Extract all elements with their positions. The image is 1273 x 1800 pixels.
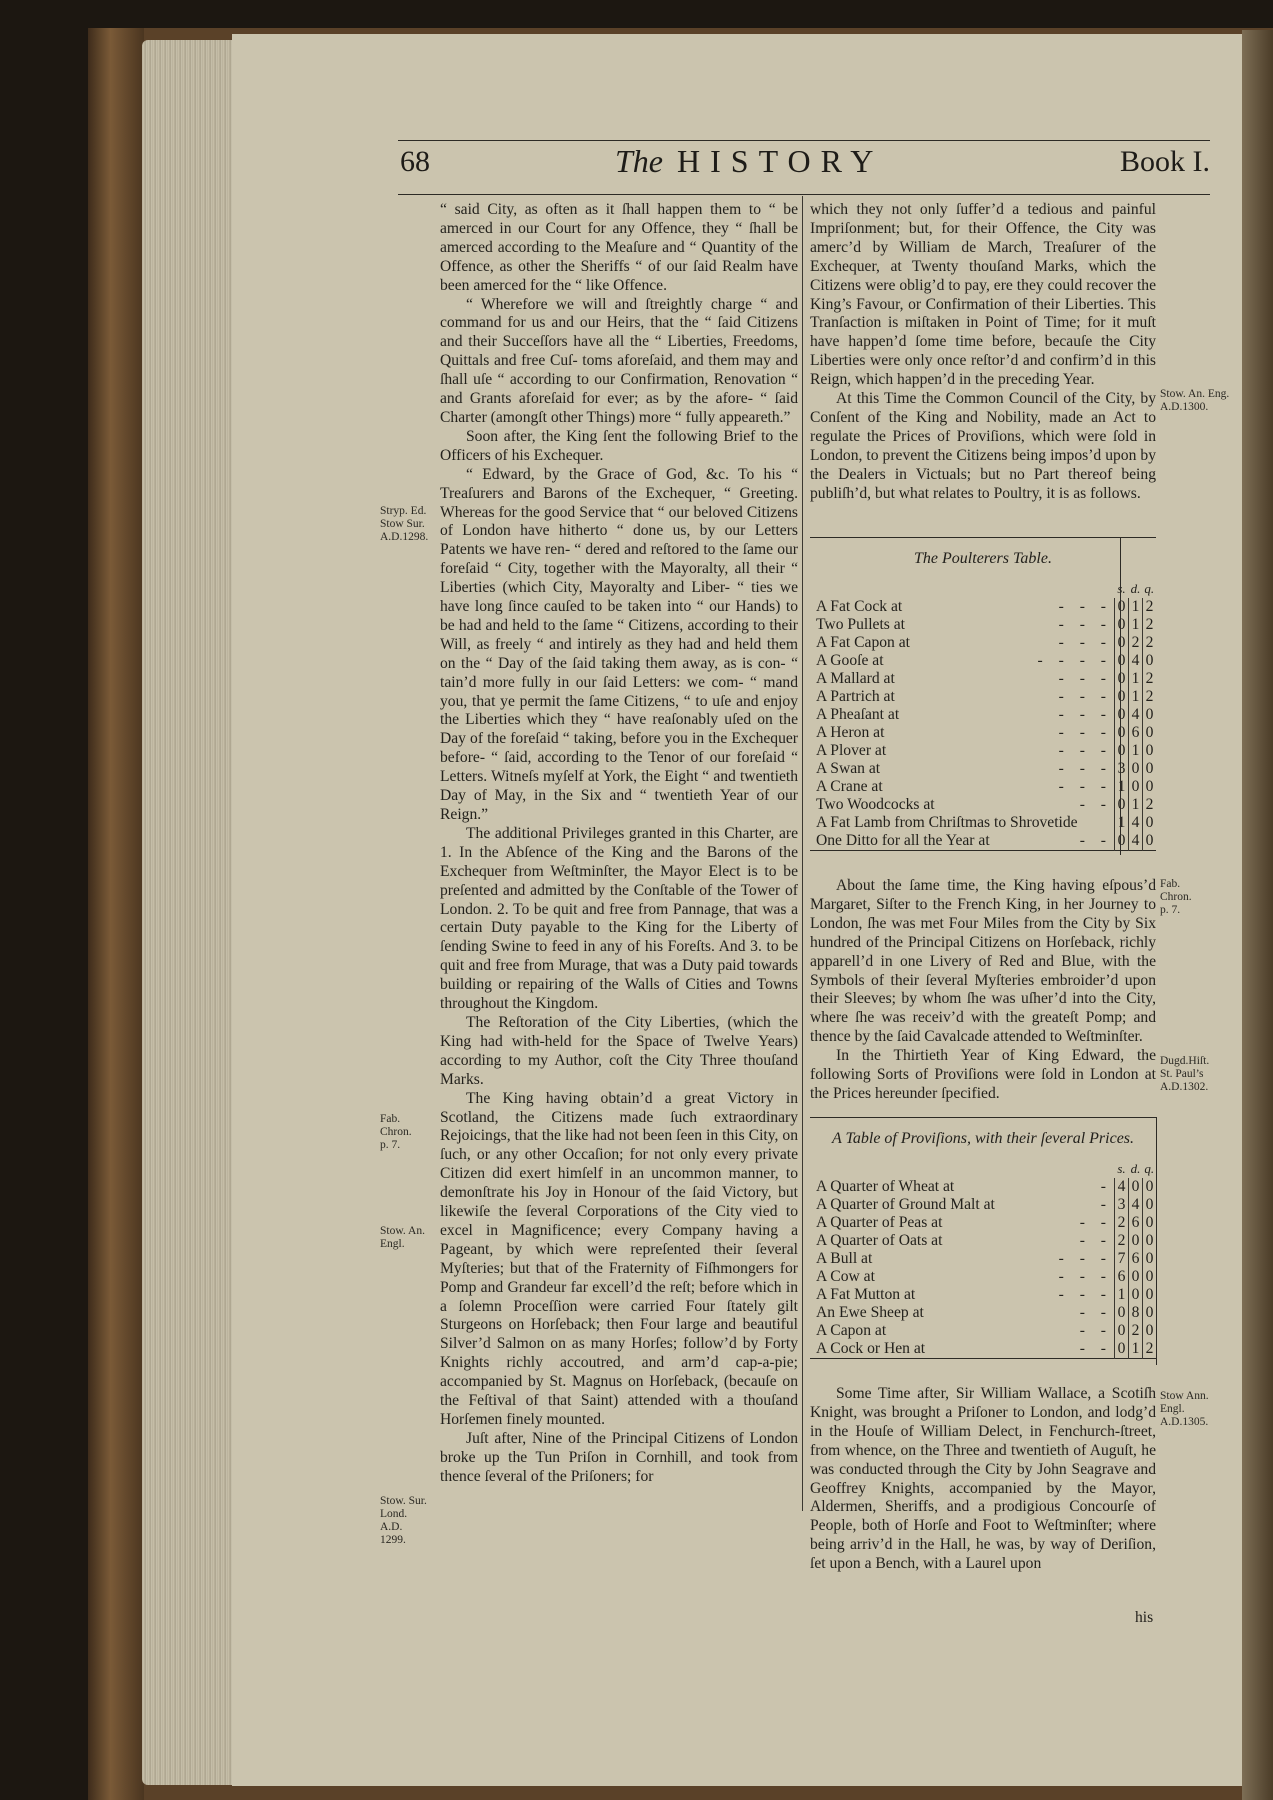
price-d: 2 <box>1129 634 1143 652</box>
paragraph: which they not only ſuffer’d a tedious and painful Impriſonment; but, for their Offence, the City was amerc’d by William de March, Treaſurer of the Exchequer, at Twenty thouſand Marks, which the Citizens were oblig’d to pay, ere they could recover the King’s Favour, or Confirmation of their Liberties. This Tranſaction is miſtaken in Point of Time; for it muſt have happen’d ſome time before, becauſe the City Liberties were only once reſtor’d and confirm’d in this Reign, which happen’d in the preceding Year. <box>810 201 1156 389</box>
item-cell <box>810 742 1115 760</box>
price-s: 0 <box>1115 652 1129 670</box>
item-cell <box>810 1250 1115 1268</box>
column-header: s. <box>1117 581 1126 596</box>
price-q: 0 <box>1143 1322 1157 1340</box>
table-row <box>810 1214 1156 1232</box>
table-header-row <box>810 1160 1156 1178</box>
leader-dashes: - - - <box>1058 598 1112 615</box>
table-row <box>810 724 1156 742</box>
table-row <box>810 688 1156 706</box>
table-row <box>810 670 1156 688</box>
paragraph: Juſt after, Nine of the Principal Citizens of London broke up the Tun Priſon in Cornhill, and took from thence ſeveral of the Priſoners; for <box>440 1429 798 1485</box>
price-d: 0 <box>1129 1268 1143 1286</box>
table-row <box>810 1340 1156 1359</box>
leader-dashes: - - <box>1079 832 1112 849</box>
paragraph: “ said City, as often as it ſhall happen them to “ be amerced in our Court for any Offence, they “ ſhall be amerced according to the Meaſure and “ Quantity of the Offence, as other the Sheriffs “ of our ſaid Realm have been amerced for the “ like Offence. <box>440 201 798 294</box>
table-header-row <box>810 580 1156 598</box>
table-row <box>810 1286 1156 1304</box>
item-name: A Quarter of Ground Malt at <box>816 1196 995 1213</box>
price-q: 2 <box>1143 796 1157 814</box>
table-row <box>810 1322 1156 1340</box>
leader-dashes: - - - <box>1058 724 1112 741</box>
item-name: A Gooſe at <box>816 652 884 669</box>
price-d: 1 <box>1129 742 1143 760</box>
item-cell <box>810 796 1115 814</box>
price-d: 1 <box>1129 616 1143 634</box>
item-name: A Plover at <box>816 742 887 759</box>
paragraph: The additional Privileges granted in this Charter, are 1. In the Abſence of the King and the Barons of the Exchequer from Weſtminſter, the Mayor Elect is to be preſented and admitted by the Conſtable of the Tower of London. 2. To be quit and free from Pannage, that was a certain Duty payable to the King for the Liberty of ſending Swine to feed in any of his Foreſts. And 3. to be quit and free from Murage, that was a Duty paid towards building or repairing of the Walls of Cities and Towns throughout the Kingdom. <box>440 824 798 1013</box>
item-cell <box>810 814 1115 832</box>
margin-note: Fab. Chron. p. 7. <box>380 1113 412 1151</box>
price-q: 0 <box>1143 1304 1157 1322</box>
price-q: 0 <box>1143 706 1157 724</box>
table-row <box>810 742 1156 760</box>
table-row <box>810 778 1156 796</box>
price-s: 3 <box>1115 760 1129 778</box>
leader-dashes: - - - <box>1058 1268 1112 1285</box>
price-s: 6 <box>1115 1268 1129 1286</box>
price-s: 0 <box>1115 832 1129 851</box>
leader-dashes: - - - <box>1058 634 1112 651</box>
item-cell <box>810 832 1115 851</box>
price-s: 1 <box>1115 1286 1129 1304</box>
leader-dashes: - - <box>1079 1322 1112 1339</box>
price-d: 6 <box>1129 1214 1143 1232</box>
header-top-rule <box>398 140 1210 141</box>
leader-dashes: - - - <box>1058 670 1112 687</box>
price-d: 4 <box>1129 706 1143 724</box>
item-name: A Cock or Hen at <box>816 1340 926 1357</box>
item-name: A Quarter of Wheat at <box>816 1178 955 1195</box>
paragraph: “ Wherefore we will and ſtreightly charge “ and command for us and our Heirs, that the “ ſaid Citizens and their Succeſſors have all the “ Liberties, Freedoms, Quittals and free Cuſ- toms aforeſaid, and them may and ſhall uſe “ according to our Confirmation, Renovation “ and Grants aforeſaid for ever; as by the afore- “ ſaid Charter (amongſt other Things) more “ fully appeareth.” <box>440 295 798 426</box>
item-name: An Ewe Sheep at <box>816 1304 924 1321</box>
table-title: The Poulterers Table. <box>914 550 1052 567</box>
price-q: 0 <box>1143 724 1157 742</box>
paragraph: In the Thirtieth Year of King Edward, the following Sorts of Proviſions were ſold in London at the Prices hereunder ſpecified. <box>810 1047 1156 1102</box>
leader-dashes: - <box>1100 1178 1112 1195</box>
item-name: A Quarter of Oats at <box>816 1232 943 1249</box>
item-cell <box>810 1268 1115 1286</box>
price-s: 0 <box>1115 1322 1129 1340</box>
item-cell <box>810 652 1115 670</box>
paragraph: The Reſtoration of the City Liberties, (which the King had with-held for the Space of Twelve Years) according to my Author, coſt the City Three thouſand Marks. <box>440 1013 798 1088</box>
right-column-bottom <box>810 1385 1156 1574</box>
table-row <box>810 706 1156 724</box>
price-q: 2 <box>1143 598 1157 616</box>
item-name: A Fat Lamb from Chriſtmas to Shrovetide <box>816 814 1078 831</box>
provisions-table <box>810 1117 1156 1359</box>
item-cell <box>810 724 1115 742</box>
table-row <box>810 1196 1156 1214</box>
item-name: A Cow at <box>816 1268 875 1285</box>
leader-dashes: - - - <box>1058 760 1112 777</box>
paragraph: “ Edward, by the Grace of God, &c. To his “ Treaſurers and Barons of the Exchequer, “ Greeting. Whereas for the good Service that “ our beloved Citizens of London have hitherto “ done us, by our Letters Patents we have ren- “ dered and reſtored to the ſame our foreſaid “ City, together with the Mayoralty, all their “ Liberties (which City, Mayoralty and Liber- “ ties we have long ſince cauſed to be taken into “ our Hands) to be had and held to the ſame “ Citizens, according to their Will, as freely “ and intirely as they had and held them on the “ Day of the ſaid taking them away, as is con- “ tain’d more fully in our ſaid Letters: we com- “ mand you, that ye permit the ſame Citizens, “ to uſe and enjoy the Liberties which they “ have reaſonably uſed on the Day of the foreſaid “ taking, before you in the Exchequer before- “ ſaid, according to the Tenor of our foreſaid “ Letters. Witneſs myſelf at York, the Eight “ and twentieth Day of May, in the Six and “ twentieth Year of our Reign.” <box>440 465 798 823</box>
item-name: A Fat Capon at <box>816 634 910 651</box>
price-d: 4 <box>1129 832 1143 851</box>
leader-dashes: - - <box>1079 1340 1112 1357</box>
leader-dashes: - - - <box>1058 742 1112 759</box>
price-s: 0 <box>1115 796 1129 814</box>
price-q: 0 <box>1143 1214 1157 1232</box>
price-s: 0 <box>1115 688 1129 706</box>
price-s: 0 <box>1115 616 1129 634</box>
page-number: 68 <box>400 145 430 178</box>
page-header <box>400 145 1210 193</box>
running-title-main: HISTORY <box>677 143 884 179</box>
poulterers-table <box>810 537 1156 851</box>
leader-dashes: - - - <box>1058 616 1112 633</box>
leader-dashes: - - <box>1079 796 1112 813</box>
table-row <box>810 1268 1156 1286</box>
item-cell <box>810 634 1115 652</box>
leader-dashes: - - - <box>1058 1286 1112 1303</box>
paragraph: The King having obtain’d a great Victory in Scotland, the Citizens made ſuch extraordinary Rejoicings, that the like had not been ſeen in this City, on ſuch, or any other Occaſion; for not only every private Citizen did exert himſelf in an uncommon manner, to demonſtrate his Joy in Honour of the ſaid Victory, but likewiſe the ſeveral Corporations of the City vied to excel in Magnificence; every Company having a Pageant, by which were repreſented their ſeveral Myſteries; but that of the Fraternity of Fiſhmongers for Pomp and Grandeur far excell’d the reſt; before which in a ſolemn Proceſſion were carried Four ſtately gilt Sturgeons on Horſeback; then Four large and beautiful Silver’d Salmon on as many Horſes; follow’d by Forty Knights richly accoutred, and arm’d cap-a-pie; accompanied by St. Magnus on Horſeback, (becauſe on the Feſtival of that Saint) attended with a thouſand Horſemen finely mounted. <box>440 1089 798 1428</box>
header-bottom-rule <box>398 194 1210 195</box>
item-cell <box>810 1340 1115 1359</box>
item-cell <box>810 598 1115 616</box>
margin-note: Stow. Sur. Lond. A.D. 1299. <box>380 1495 427 1546</box>
item-cell <box>810 778 1115 796</box>
book-label: Book I. <box>1120 145 1210 178</box>
leader-dashes: - - - <box>1058 1250 1112 1267</box>
item-name: A Crane at <box>816 778 883 795</box>
price-d: 1 <box>1129 598 1143 616</box>
table-row <box>810 1178 1156 1196</box>
margin-note: Stow. An. Engl. <box>380 1225 425 1250</box>
item-name: Two Woodcocks at <box>816 796 935 813</box>
leader-dashes: - - - <box>1058 706 1112 723</box>
running-title-article: The <box>615 143 663 179</box>
paragraph: Some Time after, Sir William Wallace, a Scotiſh Knight, was brought a Priſoner to London, and lodg’d in the Houſe of William Delect, in Fenchurch-ſtreet, from whence, on the Three and twentieth of Auguſt, he was conducted through the City by John Seagrave and Geoffrey Knights, accompanied by the Mayor, Aldermen, Sheriffs, and a prodigious Concourſe of People, both of Horſe and Foot to Weſtminſter; where being arriv’d in the Hall, he was, by way of Deriſion, ſet upon a Bench, with a Laurel upon <box>810 1385 1156 1573</box>
item-cell <box>810 1232 1115 1250</box>
poulterers-price-table <box>810 580 1156 851</box>
leader-dashes: - - - <box>1058 688 1112 705</box>
price-q: 0 <box>1143 1232 1157 1250</box>
header-spacer <box>810 1160 1115 1178</box>
running-title <box>615 143 883 180</box>
price-d: 0 <box>1129 1232 1143 1250</box>
table-row <box>810 796 1156 814</box>
price-q: 0 <box>1143 1196 1157 1214</box>
price-q: 2 <box>1143 616 1157 634</box>
price-d: 6 <box>1129 724 1143 742</box>
column-header: q. <box>1144 1161 1155 1176</box>
item-name: A Mallard at <box>816 670 895 687</box>
price-d: 2 <box>1129 1322 1143 1340</box>
leader-dashes: - <box>1100 1196 1112 1213</box>
item-cell <box>810 1304 1115 1322</box>
price-s: 0 <box>1115 1340 1129 1359</box>
table-row <box>810 634 1156 652</box>
item-cell <box>810 760 1115 778</box>
item-cell <box>810 1214 1115 1232</box>
table-title: A Table of Proviſions, with their ſeveral Prices. <box>831 1130 1135 1147</box>
margin-note: Stryp. Ed. Stow Sur. A.D.1298. <box>380 505 429 543</box>
item-name: A Fat Mutton at <box>816 1286 916 1303</box>
item-name: A Quarter of Peas at <box>816 1214 943 1231</box>
price-s: 0 <box>1115 706 1129 724</box>
margin-note: Dugd.Hiſt. St. Paul’s A.D.1302. <box>1160 1055 1210 1093</box>
item-name: A Heron at <box>816 724 885 741</box>
price-d: 0 <box>1129 1178 1143 1196</box>
price-s: 0 <box>1115 670 1129 688</box>
item-name: A Fat Cock at <box>816 598 903 615</box>
item-name: A Capon at <box>816 1322 887 1339</box>
item-cell <box>810 616 1115 634</box>
table-row <box>810 1250 1156 1268</box>
table-row <box>810 814 1156 832</box>
price-d: 1 <box>1129 688 1143 706</box>
item-name: A Bull at <box>816 1250 873 1267</box>
price-d: 4 <box>1129 1196 1143 1214</box>
right-column-top <box>810 201 1156 504</box>
price-d: 0 <box>1129 778 1143 796</box>
price-q: 2 <box>1143 1340 1157 1359</box>
column-divider <box>802 196 803 1511</box>
leader-dashes: - - <box>1079 1214 1112 1231</box>
price-d: 4 <box>1129 652 1143 670</box>
price-q: 0 <box>1143 1250 1157 1268</box>
table-row <box>810 1232 1156 1250</box>
margin-note: Fab. Chron. p. 7. <box>1160 878 1192 916</box>
price-q: 0 <box>1143 760 1157 778</box>
table-row <box>810 1304 1156 1322</box>
item-cell <box>810 670 1115 688</box>
price-q: 2 <box>1143 688 1157 706</box>
book-spine-edge <box>88 28 144 1800</box>
item-cell <box>810 706 1115 724</box>
price-d: 0 <box>1129 760 1143 778</box>
table-row <box>810 652 1156 670</box>
price-s: 2 <box>1115 1232 1129 1250</box>
column-header: q. <box>1144 581 1155 596</box>
price-s: 0 <box>1115 598 1129 616</box>
price-d: 1 <box>1129 1340 1143 1359</box>
table-right-rule <box>1120 537 1121 855</box>
price-q: 0 <box>1143 832 1157 851</box>
price-d: 6 <box>1129 1250 1143 1268</box>
column-header: s. <box>1117 1161 1126 1176</box>
price-s: 1 <box>1115 778 1129 796</box>
price-q: 0 <box>1143 742 1157 760</box>
item-cell <box>810 1322 1115 1340</box>
margin-note: Stow. An. Eng. A.D.1300. <box>1160 388 1230 413</box>
price-q: 0 <box>1143 1268 1157 1286</box>
leader-dashes: - - <box>1079 1304 1112 1321</box>
table-row <box>810 760 1156 778</box>
price-d: 1 <box>1129 796 1143 814</box>
price-d: 1 <box>1129 670 1143 688</box>
leader-dashes: - - - - <box>1037 652 1112 669</box>
column-header: d. <box>1130 581 1141 596</box>
price-s: 0 <box>1115 742 1129 760</box>
leader-dashes: - - - <box>1058 778 1112 795</box>
right-column-mid <box>810 877 1156 1104</box>
table-right-rule <box>1156 1117 1157 1365</box>
price-d: 4 <box>1129 814 1143 832</box>
price-q: 0 <box>1143 1178 1157 1196</box>
table-row <box>810 598 1156 616</box>
header-spacer <box>810 580 1115 598</box>
price-q: 2 <box>1143 634 1157 652</box>
price-q: 0 <box>1143 778 1157 796</box>
item-name: One Ditto for all the Year at <box>816 832 990 849</box>
price-d: 8 <box>1129 1304 1143 1322</box>
price-s: 4 <box>1115 1178 1129 1196</box>
left-column <box>440 201 798 1487</box>
item-name: A Swan at <box>816 760 881 777</box>
price-d: 0 <box>1129 1286 1143 1304</box>
price-q: 0 <box>1143 652 1157 670</box>
item-name: A Partrich at <box>816 688 895 705</box>
provisions-price-table <box>810 1160 1156 1359</box>
item-cell <box>810 1286 1115 1304</box>
item-cell <box>810 1196 1115 1214</box>
price-s: 3 <box>1115 1196 1129 1214</box>
margin-note: Stow Ann. Engl. A.D.1305. <box>1160 1390 1209 1428</box>
paragraph: At this Time the Common Council of the City, by Conſent of the King and Nobility, made an Act to regulate the Prices of Proviſions, which were ſold in London, to prevent the Citizens being impos’d upon by the Dealers in Victuals; but no Part thereof being publiſh’d, but what relates to Poultry, it is as follows. <box>810 390 1156 502</box>
price-q: 0 <box>1143 814 1157 832</box>
price-s: 2 <box>1115 1214 1129 1232</box>
item-cell <box>810 1178 1115 1196</box>
price-q: 2 <box>1143 670 1157 688</box>
price-s: 0 <box>1115 1304 1129 1322</box>
item-cell <box>810 688 1115 706</box>
price-s: 1 <box>1115 814 1129 832</box>
paragraph: Soon after, the King ſent the following Brief to the Officers of his Exchequer. <box>440 427 798 464</box>
price-s: 0 <box>1115 634 1129 652</box>
paragraph: About the ſame time, the King having eſpous’d Margaret, Siſter to the French King, in her Journey to London, ſhe was met Four Miles from the City by Six hundred of the Principal Citizens on Horſeback, richly apparell’d in one Livery of Red and Blue, with the Symbols of their ſeveral Myſteries embroider’d upon their Sleeves; by whom ſhe was uſher’d into the City, where ſhe was receiv’d with the greateſt Pomp; and thence by the ſaid Cavalcade attended to Weſtminſter. <box>810 877 1156 1046</box>
table-row <box>810 616 1156 634</box>
facing-page-edge <box>1242 30 1273 1800</box>
column-header: d. <box>1130 1161 1141 1176</box>
table-row <box>810 832 1156 851</box>
price-s: 0 <box>1115 724 1129 742</box>
item-name: Two Pullets at <box>816 616 906 633</box>
page-stack-edges <box>142 40 238 1785</box>
item-name: A Pheaſant at <box>816 706 900 723</box>
leader-dashes: - - <box>1079 1232 1112 1249</box>
catchword: his <box>1135 1609 1154 1626</box>
price-q: 0 <box>1143 1286 1157 1304</box>
price-s: 7 <box>1115 1250 1129 1268</box>
